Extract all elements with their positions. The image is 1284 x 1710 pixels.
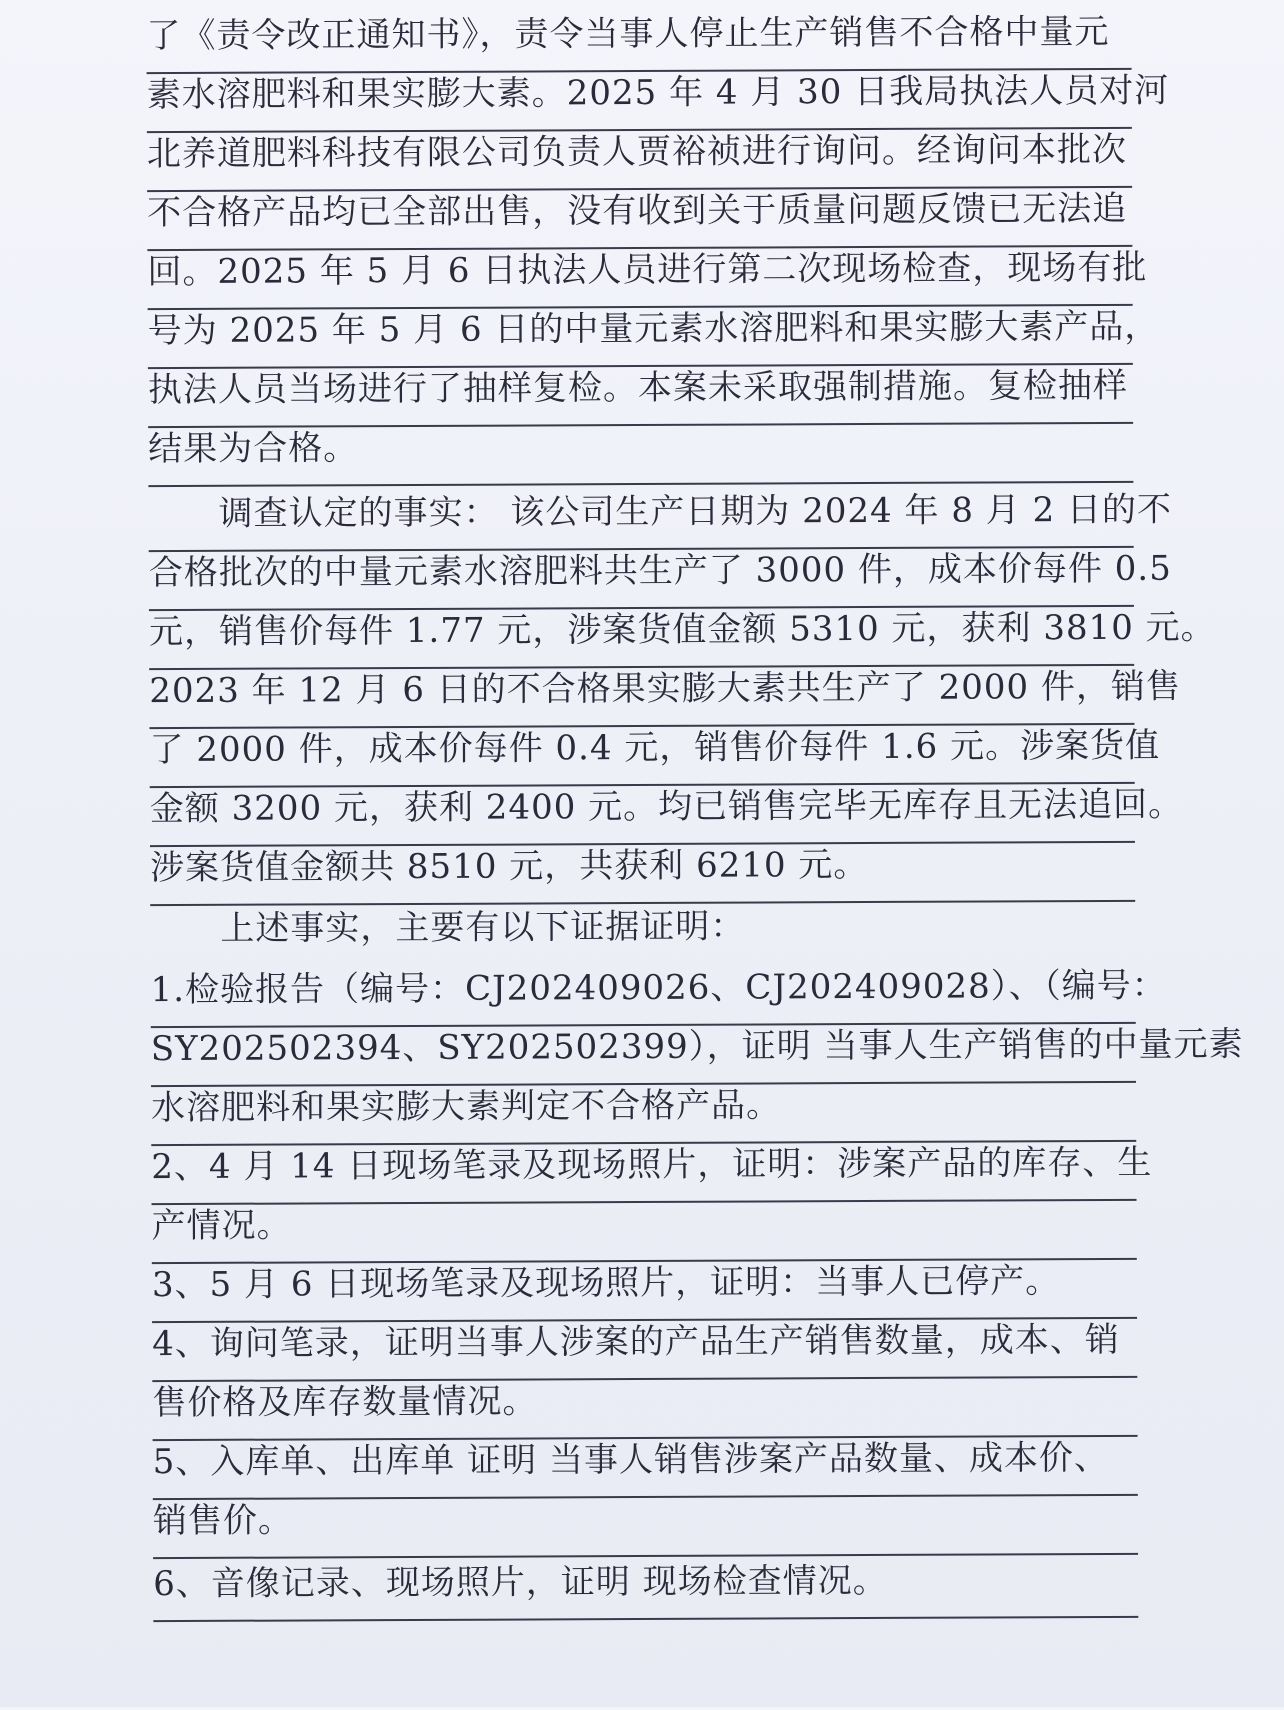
text-line: 涉案货值金额共 8510 元，共获利 6210 元。: [150, 842, 1135, 906]
text-line: 了《责令改正通知书》，责令当事人停止生产销售不合格中量元: [146, 10, 1131, 74]
text-line: 销售价。: [153, 1495, 1138, 1559]
text-line: 2023 年 12 月 6 日的不合格果实膨大素共生产了 2000 件，销售: [149, 665, 1134, 729]
text-line: 北养道肥料科技有限公司负责人贾裕祯进行询问。经询问本批次: [147, 128, 1132, 192]
facts-heading: 调查认定的事实：: [218, 492, 499, 534]
facts-text: 该公司生产日期为 2024 年 8 月 2 日的不: [510, 489, 1173, 533]
evidence-item-6: 6、音像记录、现场照片，证明 现场检查情况。: [153, 1558, 1138, 1622]
text-line: 金额 3200 元，获利 2400 元。均已销售完毕无库存且无法追回。: [150, 783, 1135, 847]
evidence-item-4: 4、询问笔录，证明当事人涉案的产品生产销售数量，成本、销: [152, 1318, 1137, 1382]
evidence-item-5: 5、入库单、出库单 证明 当事人销售涉案产品数量、成本价、: [153, 1436, 1138, 1500]
text-line: 了 2000 件，成本价每件 0.4 元，销售价每件 1.6 元。涉案货值: [149, 724, 1134, 788]
evidence-item-1: 1.检验报告（编号：CJ202409026、CJ202409028）、（编号：: [151, 964, 1136, 1028]
text-line: 售价格及库存数量情况。: [152, 1377, 1137, 1441]
evidence-heading: 上述事实，主要有以下证据证明：: [220, 906, 746, 949]
text-line: 号为 2025 年 5 月 6 日的中量元素水溶肥料和果实膨大素产品，: [148, 305, 1133, 369]
evidence-item-2: 2、4 月 14 日现场笔录及现场照片，证明：涉案产品的库存、生: [151, 1141, 1136, 1205]
text-line: 合格批次的中量元素水溶肥料共生产了 3000 件，成本价每件 0.5: [149, 547, 1134, 611]
text-line: 素水溶肥料和果实膨大素。2025 年 4 月 30 日我局执法人员对河: [147, 69, 1132, 133]
text-line: 不合格产品均已全部出售，没有收到关于质量问题反馈已无法追: [147, 187, 1132, 251]
evidence-item-1-cont: SY202502394、SY202502399），证明 当事人生产销售的中量元素: [151, 1023, 1136, 1087]
text-line: 元，销售价每件 1.77 元，涉案货值金额 5310 元，获利 3810 元。: [149, 606, 1134, 670]
facts-heading-line: [148, 488, 1173, 552]
text-line: 水溶肥料和果实膨大素判定不合格产品。: [151, 1082, 1136, 1146]
evidence-item-3: 3、5 月 6 日现场笔录及现场照片，证明：当事人已停产。: [152, 1259, 1137, 1323]
text-line: 执法人员当场进行了抽样复检。本案未采取强制措施。复检抽样: [148, 364, 1133, 428]
text-line: 结果为合格。: [148, 423, 1133, 487]
text-line: 回。2025 年 5 月 6 日执法人员进行第二次现场检查，现场有批: [147, 246, 1132, 310]
text-line: 产情况。: [152, 1200, 1137, 1264]
